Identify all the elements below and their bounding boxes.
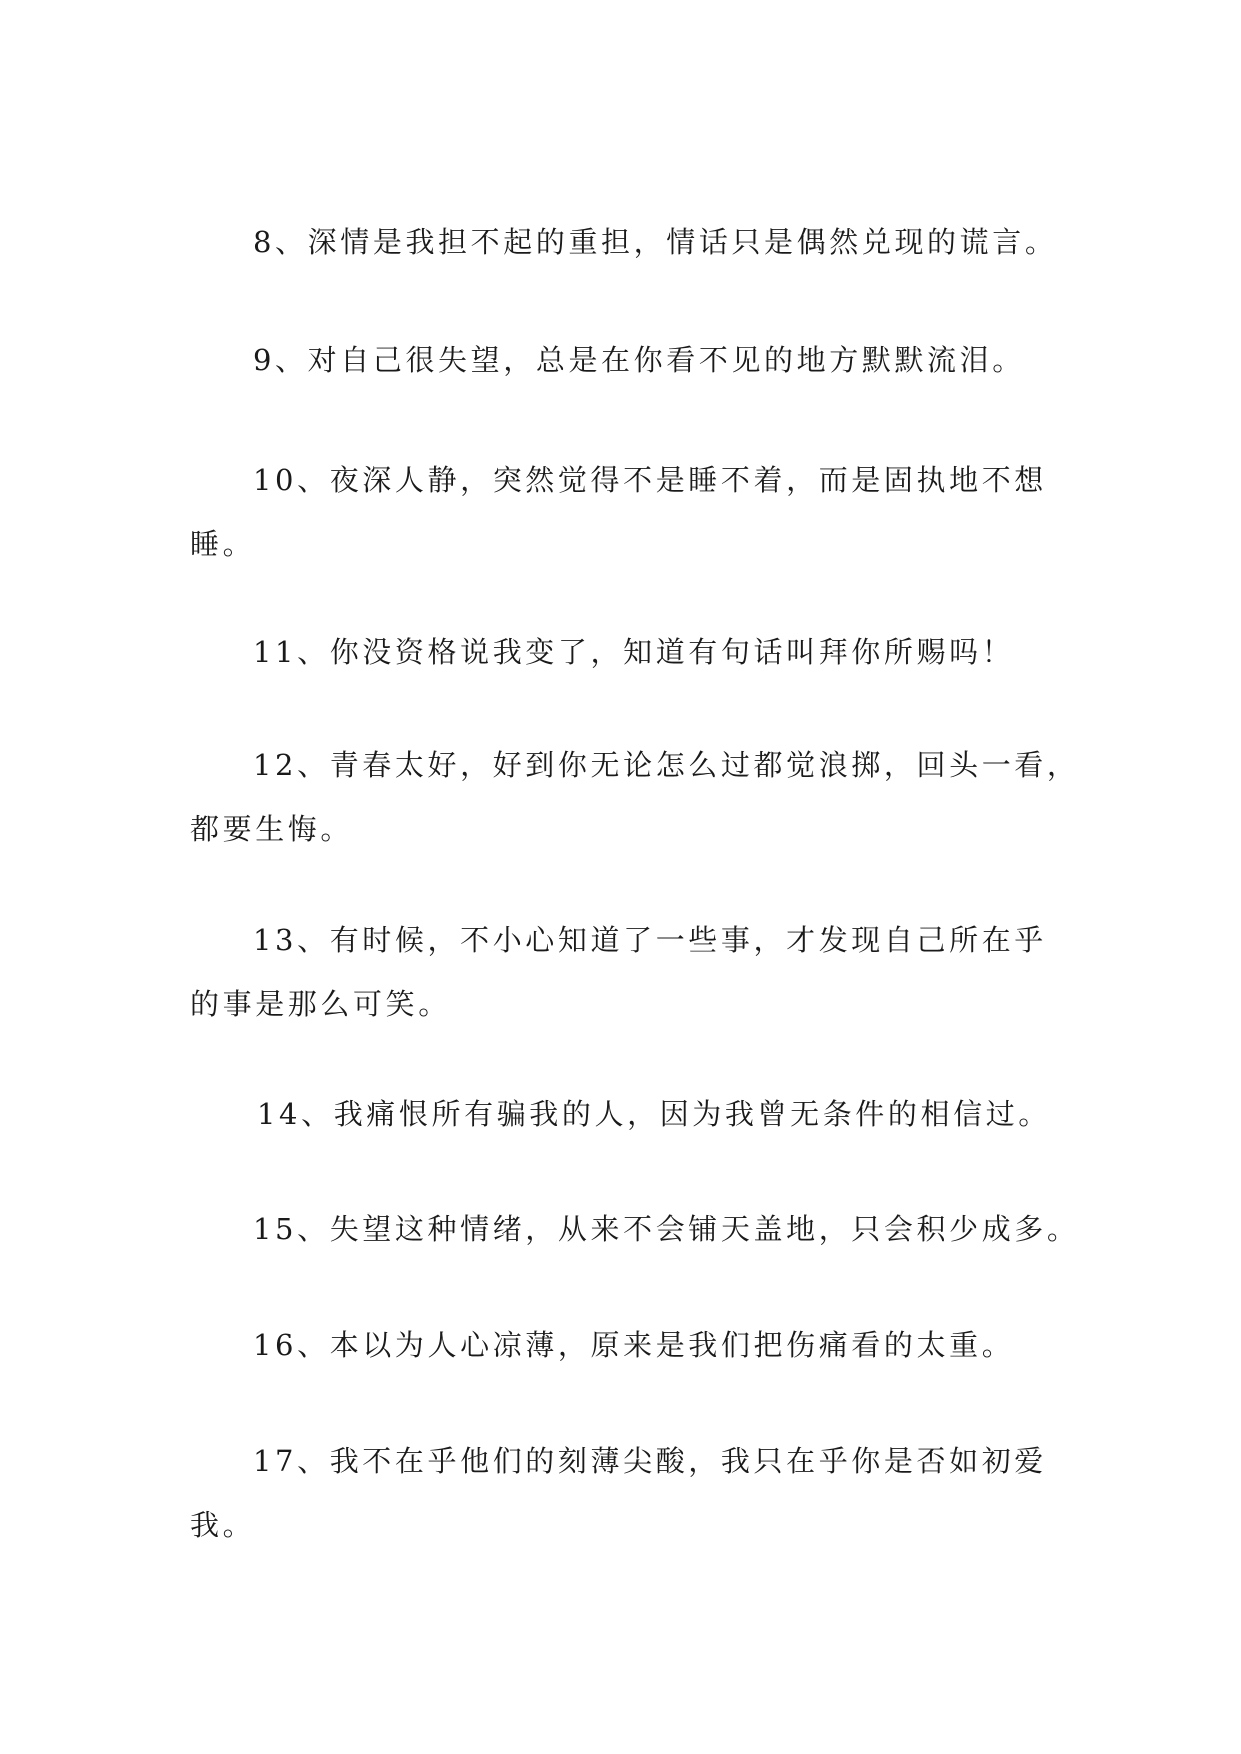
- paragraph-line: 睡。: [190, 527, 256, 561]
- paragraph-line: 16、本以为人心凉薄，原来是我们把伤痛看的太重。: [253, 1328, 1015, 1362]
- paragraph-17: [190, 1429, 1070, 1557]
- paragraph-16: [190, 1313, 1070, 1377]
- paragraph-line: 10、夜深人静，突然觉得不是睡不着，而是固执地不想: [253, 463, 1047, 497]
- paragraph-12: [190, 733, 1080, 861]
- paragraph-line: 的事是那么可笑。: [190, 987, 451, 1021]
- paragraph-line: 13、有时候，不小心知道了一些事，才发现自己所在乎: [253, 923, 1047, 957]
- paragraph-line: 8、深情是我担不起的重担，情话只是偶然兑现的谎言。: [253, 225, 1058, 259]
- paragraph-11: [190, 620, 1070, 684]
- paragraph-line: 我。: [190, 1508, 256, 1542]
- paragraph-line: 11、你没资格说我变了，知道有句话叫拜你所赐吗！: [253, 635, 1015, 669]
- paragraph-15: [190, 1197, 1080, 1261]
- paragraph-10: [190, 448, 1070, 576]
- paragraph-line: 都要生悔。: [190, 812, 354, 846]
- paragraph-9: [190, 328, 1070, 392]
- paragraph-line: 17、我不在乎他们的刻薄尖酸，我只在乎你是否如初爱: [253, 1444, 1047, 1478]
- paragraph-14: [194, 1082, 1074, 1146]
- paragraph-8: [190, 210, 1070, 274]
- paragraph-line: 9、对自己很失望，总是在你看不见的地方默默流泪。: [253, 343, 1025, 377]
- paragraph-13: [190, 908, 1070, 1036]
- paragraph-line: 15、失望这种情绪，从来不会铺天盖地，只会积少成多。: [253, 1212, 1080, 1246]
- paragraph-line: 12、青春太好，好到你无论怎么过都觉浪掷，回头一看，: [253, 748, 1080, 782]
- paragraph-line: 14、我痛恨所有骗我的人，因为我曾无条件的相信过。: [257, 1097, 1051, 1131]
